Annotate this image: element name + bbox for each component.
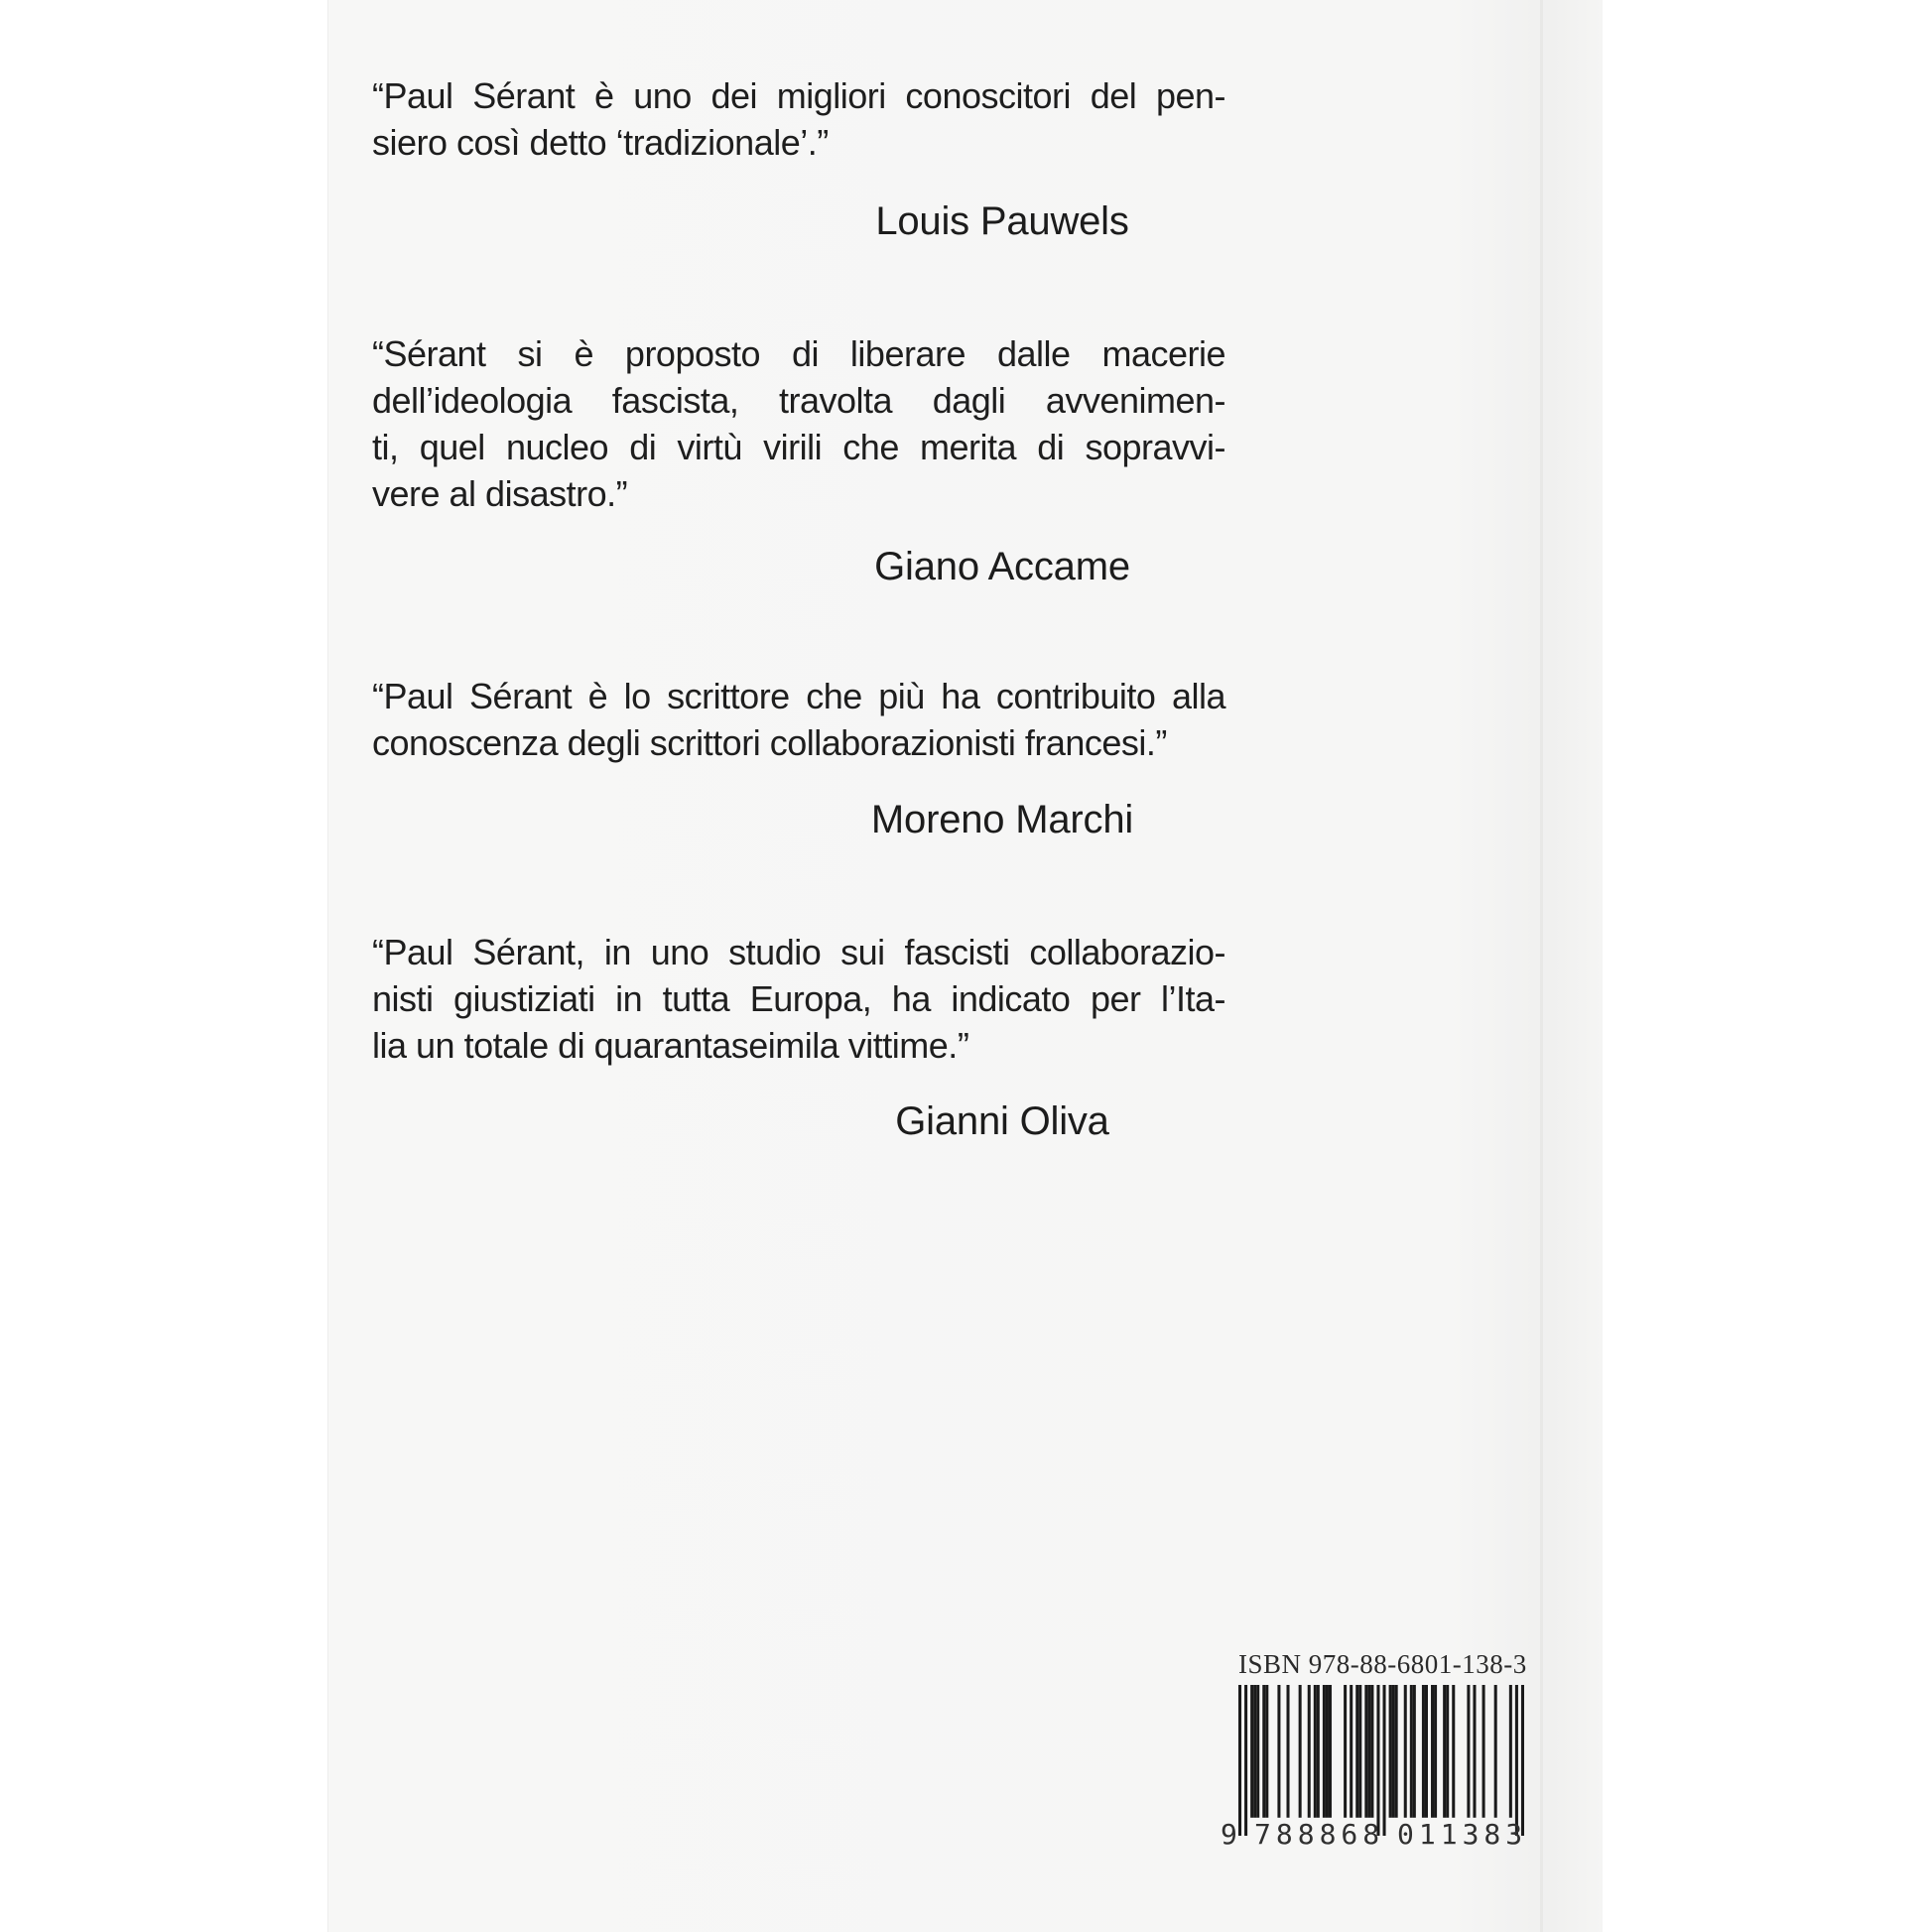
book-back-cover bbox=[327, 0, 1603, 1932]
quote-line: lia un totale di quarantaseimila vittime.” bbox=[372, 1025, 969, 1066]
quote-line: ti, quel nucleo di virtù virili che merita di sopravvi- bbox=[372, 427, 1225, 467]
quote-line: “Sérant si è proposto di liberare dalle macerie bbox=[372, 333, 1225, 374]
quote-attribution: Giano Accame bbox=[874, 545, 1130, 588]
quote-accame bbox=[372, 330, 1225, 517]
quote-pauwels bbox=[372, 72, 1225, 166]
ean13-barcode bbox=[1238, 1685, 1524, 1836]
quote-marchi bbox=[372, 673, 1225, 766]
spine-shadow bbox=[1540, 0, 1543, 1932]
barcode-digit-group1: 788868 bbox=[1254, 1818, 1385, 1851]
quote-line: dell’ideologia fascista, travolta dagli avvenimen- bbox=[372, 380, 1225, 421]
quote-attribution: Gianni Oliva bbox=[895, 1099, 1109, 1143]
quote-line: siero così detto ‘tradizionale’.” bbox=[372, 122, 829, 163]
quote-attribution: Louis Pauwels bbox=[875, 199, 1129, 243]
quote-line: “Paul Sérant, in uno studio sui fascisti collaborazio- bbox=[372, 932, 1225, 972]
quote-line: conoscenza degli scrittori collaborazionisti francesi.” bbox=[372, 722, 1167, 763]
quote-attribution: Moreno Marchi bbox=[870, 798, 1134, 841]
quote-oliva bbox=[372, 929, 1225, 1069]
isbn-barcode-block bbox=[1221, 1649, 1538, 1877]
quote-line: “Paul Sérant è lo scrittore che più ha contribuito alla bbox=[372, 676, 1225, 716]
barcode-digit-lead: 9 bbox=[1221, 1818, 1237, 1851]
isbn-label: ISBN 978-88-6801-138-3 bbox=[1238, 1649, 1527, 1679]
barcode-digit-group2: 011383 bbox=[1397, 1818, 1528, 1851]
quote-line: nisti giustiziati in tutta Europa, ha indicato per l’Ita- bbox=[372, 978, 1225, 1019]
quote-line: vere al disastro.” bbox=[372, 473, 628, 514]
quote-line: “Paul Sérant è uno dei migliori conoscitori del pen- bbox=[372, 75, 1225, 116]
